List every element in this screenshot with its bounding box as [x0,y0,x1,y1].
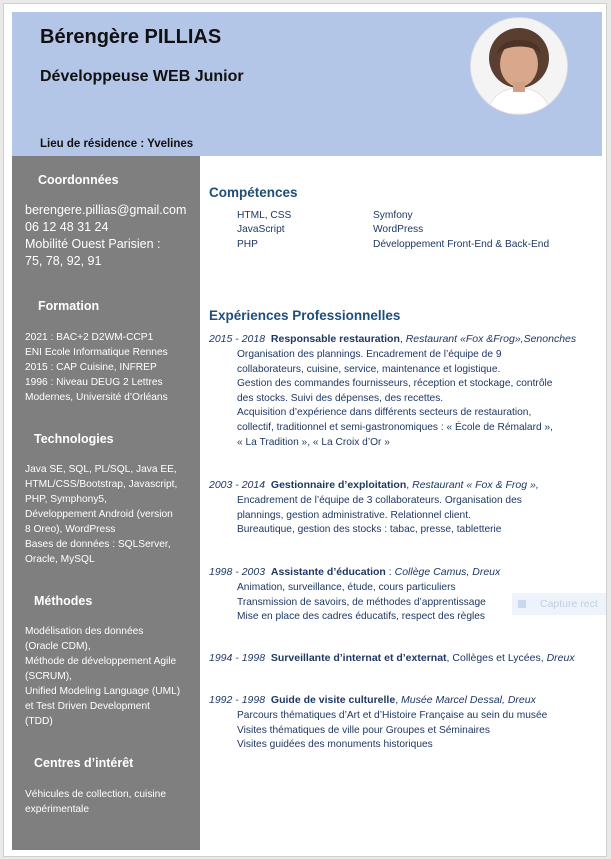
formation-heading: Formation [38,299,100,313]
skill-item: Symfony [373,210,413,221]
email: berengere.pillias@gmail.com [25,203,187,217]
experience-header [209,694,536,706]
experience-dates: 1992 - 1998 [209,694,266,706]
experience-line: Acquisition d’expérience dans différents secteurs de restauration, [237,407,532,419]
experience-header [209,333,576,345]
experience-description [237,494,522,538]
residence: Lieu de résidence : Yvelines [40,138,194,150]
interets-list [25,787,166,817]
experience-line: Visites guidées des monuments historiques [237,739,433,751]
contact-block [25,202,186,270]
interets-line: expérimentale [25,804,89,815]
interets-line: Véhicules de collection, cuisine [25,789,167,800]
experience-line: Parcours thématiques d’Art et d’Histoire Française au sein du musée [237,710,548,721]
methodes-list [25,624,180,729]
experience-role: Surveillante d’internat et d’externat [270,652,447,664]
experience-line: Visites thématiques de ville pour Groupes et Séminaires [237,724,490,736]
experience-separator: , [395,694,402,706]
sidebar [12,156,200,850]
experience-role: Guide de visite culturelle [270,694,396,706]
technologies-line: Développement Android (version [25,509,173,520]
methodes-line: (TDD) [25,716,53,727]
experience-description [237,348,553,450]
experience-line: Organisation des plannings. Encadrement de l’équipe de 9 [237,349,502,360]
interets-heading: Centres d’intérêt [34,756,134,770]
capture-label: Capture rect [540,598,598,610]
technologies-line: PHP, Symphony5, [25,494,107,505]
experience-place: Restaurant «Fox &Frog»,Senonches [405,333,577,345]
methodes-heading: Méthodes [34,594,93,608]
cv-header [12,12,602,156]
contact-heading: Coordonnées [38,173,119,187]
experiences-heading: Expériences Professionnelles [209,308,401,323]
portrait-illustration [471,18,567,114]
technologies-line: 8 Oreo), WordPress [25,524,116,535]
methodes-line: et Test Driven Development [25,701,150,712]
experience-plain: Collèges et Lycées, [452,652,547,664]
experience-line: plannings, gestion administrative. Relationnel client. [237,509,471,521]
methodes-line: (Oracle CDM), [25,641,91,652]
experience-role: Assistante d’éducation [270,566,386,578]
experience-header [209,652,575,664]
cv-page [3,3,607,857]
formation-list [25,330,168,405]
experience-separator: , [446,652,453,664]
experience-role: Responsable restauration [270,333,400,345]
profile-photo [470,17,568,115]
experience-role: Gestionnaire d’exploitation [270,479,407,491]
capture-square-icon [518,600,526,608]
experience-line: Mise en place des cadres éducatifs, respect des règles [237,611,486,623]
formation-line: 1996 : Niveau DEUG 2 Lettres [25,377,163,388]
experience-separator: , [406,479,413,491]
experience-line: des stocks. Suivi des dépenses, des recettes. [237,392,444,404]
experience-line: Encadrement de l’équipe de 3 collaborateurs. Organisation des [237,495,522,506]
skill-item: JavaScript [237,224,285,235]
competences-heading: Compétences [209,185,298,200]
phone: 06 12 48 31 24 [25,220,109,234]
experience-line: Bureautique, gestion des stocks : tabac, presse, tabletterie [237,524,502,536]
experience-description [237,581,486,625]
experience-dates: 1998 - 2003 [209,566,266,578]
departments: 75, 78, 92, 91 [25,254,102,268]
experience-place: Musée Marcel Dessal, Dreux [401,694,536,706]
formation-line: ENI Ecole Informatique Rennes [25,347,168,358]
experience-separator: , [399,333,406,345]
experience-line: Gestion des commandes fournisseurs, réception et stockage, contrôle [237,378,553,390]
experience-line: Transmission de savoirs, de méthodes d’apprentissage [237,596,486,608]
technologies-list [25,462,177,567]
methodes-line: Modélisation des données [25,626,144,637]
experience-description [237,709,547,753]
experience-dates: 2003 - 2014 [209,479,266,491]
candidate-name: Bérengère PILLIAS [40,26,222,48]
experience-separator: : [385,566,395,578]
technologies-heading: Technologies [34,432,114,446]
skill-item: WordPress [373,224,424,235]
methodes-line: Méthode de développement Agile [25,656,177,667]
technologies-line: Bases de données : SQLServer, [25,539,171,550]
experience-line: Animation, surveillance, étude, cours particuliers [237,582,456,593]
technologies-line: Java SE, SQL, PL/SQL, Java EE, [25,464,177,475]
technologies-line: Oracle, MySQL [25,554,95,565]
experience-dates: 1994 - 1998 [209,652,266,664]
experience-header [209,566,500,578]
formation-line: Modernes, Université d’Orléans [25,392,168,403]
experience-place: Dreux [546,652,575,664]
skill-item: PHP [237,239,258,250]
experience-header [209,479,539,491]
methodes-line: (SCRUM), [25,671,72,682]
capture-rect-overlay[interactable] [512,593,607,615]
formation-line: 2015 : CAP Cuisine, INFREP [25,362,157,373]
experience-line: « La Tradition », « La Croix d’Or » [237,436,390,448]
experience-line: collectif, traditionnel et semi-gastronomiques : « École de Rémalard », [237,421,553,433]
skill-item: Développement Front-End & Back-End [373,239,550,250]
experience-place: Restaurant « Fox & Frog », [412,479,539,491]
methodes-line: Unified Modeling Language (UML) [25,686,181,697]
mobility: Mobilité Ouest Parisien : [25,237,161,251]
technologies-line: HTML/CSS/Bootstrap, Javascript, [25,479,178,490]
experience-place: Collège Camus, Dreux [394,566,501,578]
experience-line: collaborateurs, cuisine, service, maintenance et logistique. [237,363,501,375]
experience-dates: 2015 - 2018 [209,333,266,345]
formation-line: 2021 : BAC+2 D2WM-CCP1 [25,332,154,343]
skill-item: HTML, CSS [237,210,292,221]
job-title: Développeuse WEB Junior [40,68,244,85]
